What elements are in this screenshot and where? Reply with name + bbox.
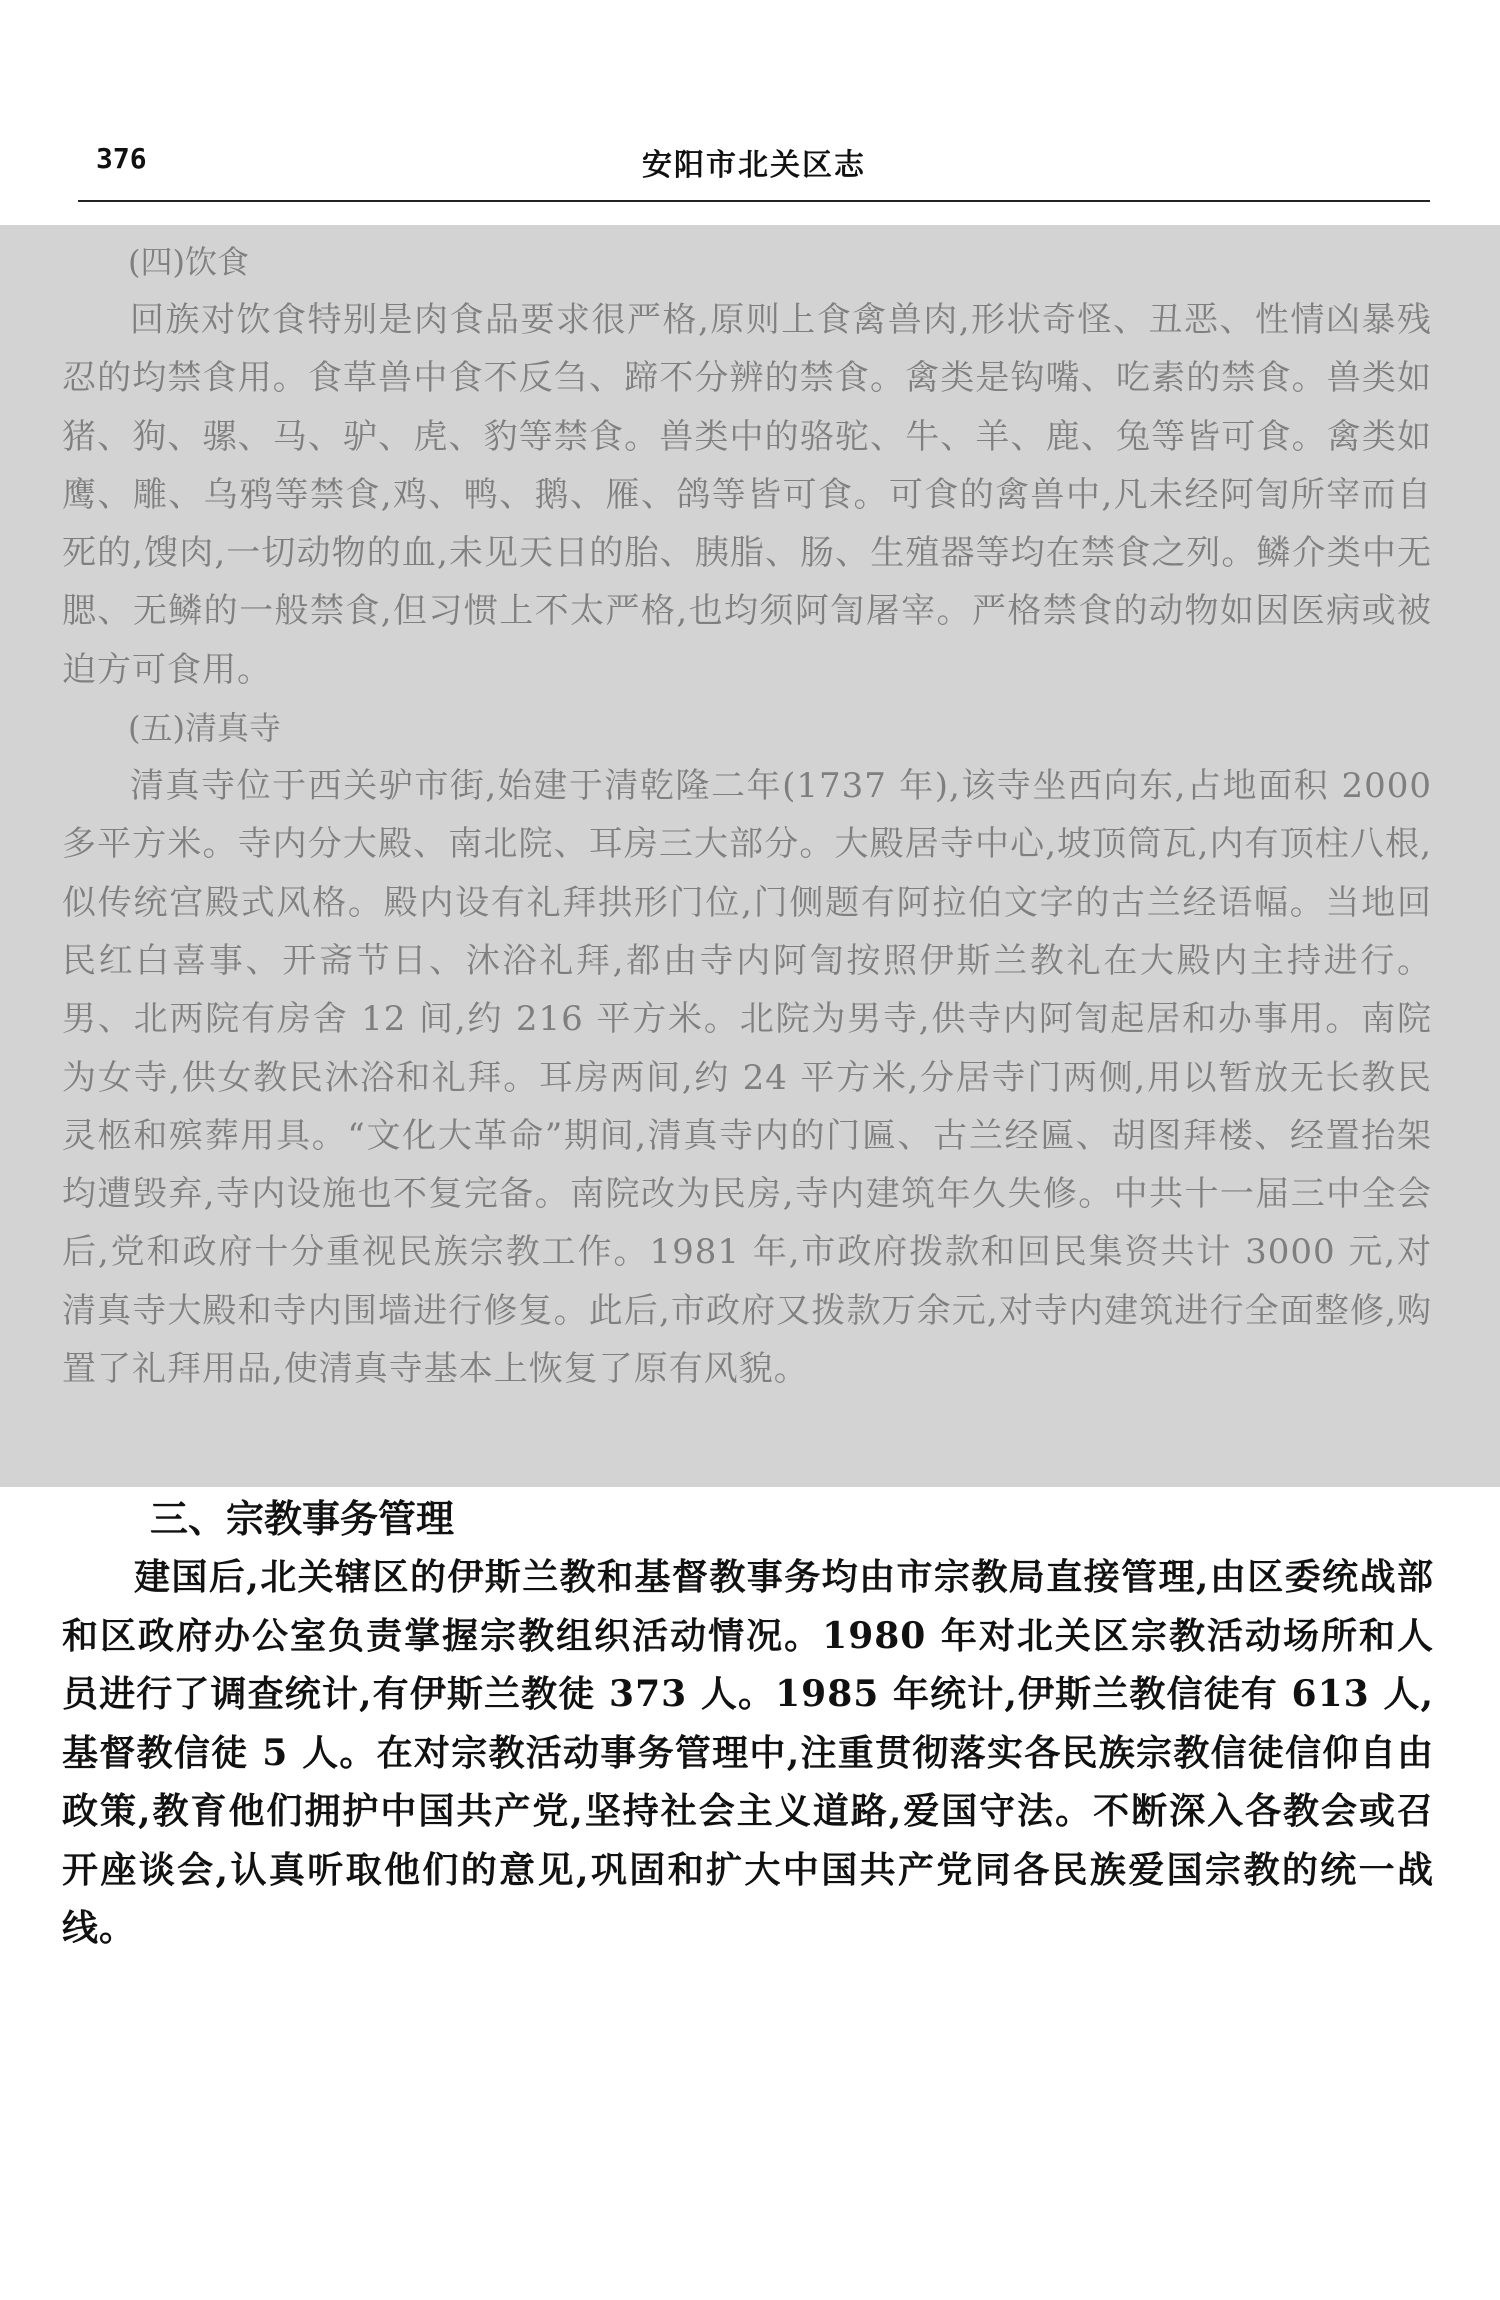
- page-header: [78, 130, 1430, 202]
- book-title: 安阳市北关区志: [642, 148, 866, 183]
- section-heading: 三、宗教事务管理: [150, 1496, 455, 1541]
- mosque-heading: (五)清真寺: [128, 709, 281, 748]
- page-number: 376: [96, 142, 147, 175]
- religious-affairs-section: [62, 1490, 1434, 1958]
- section-paragraph: 建国后,北关辖区的伊斯兰教和基督教事务均由市宗教局直接管理,由区委统战部和区政府办公室负责掌握宗教组织活动情况。1980 年对北关区宗教活动场所和人员进行了调查统计,有伊斯兰教徒 373 人。1985 年统计,伊斯兰教信徒有 613 人,基督教信徒 5 人。在对宗教活动事务管理中,注重贯彻落实各民族宗教信徒信仰自由政策,教育他们拥护中国共产党,坚持社会主义道路,爱国守法。不断深入各教会或召开座谈会,认真听取他们的意见,巩固和扩大中国共产党同各民族爱国宗教的统一战线。: [62, 1556, 1434, 1949]
- shaded-content: [62, 233, 1432, 1398]
- diet-paragraph: 回族对饮食特别是肉食品要求很严格,原则上食禽兽肉,形状奇怪、丑恶、性情凶暴残忍的均禁食用。食草兽中食不反刍、蹄不分辨的禁食。禽类是钩嘴、吃素的禁食。兽类如猪、狗、骡、马、驴、虎、豹等禁食。兽类中的骆驼、牛、羊、鹿、兔等皆可食。禽类如鹰、雕、乌鸦等禁食,鸡、鸭、鹅、雁、鸽等皆可食。可食的禽兽中,凡未经阿訇所宰而自死的,馊肉,一切动物的血,未见天日的胎、胰脂、肠、生殖器等均在禁食之列。鳞介类中无腮、无鳞的一般禁食,但习惯上不太严格,也均须阿訇屠宰。严格禁食的动物如因医病或被迫方可食用。: [62, 300, 1432, 690]
- shaded-region: [0, 225, 1500, 1487]
- mosque-paragraph: 清真寺位于西关驴市街,始建于清乾隆二年(1737 年),该寺坐西向东,占地面积 2000 多平方米。寺内分大殿、南北院、耳房三大部分。大殿居寺中心,坡顶筒瓦,内有顶柱八根,似传统宫殿式风格。殿内设有礼拜拱形门位,门侧题有阿拉伯文字的古兰经语幅。当地回民红白喜事、开斋节日、沐浴礼拜,都由寺内阿訇按照伊斯兰教礼在大殿内主持进行。男、北两院有房舍 12 间,约 216 平方米。北院为男寺,供寺内阿訇起居和办事用。南院为女寺,供女教民沐浴和礼拜。耳房两间,约 24 平方米,分居寺门两侧,用以暂放无长教民灵柩和殡葬用具。“文化大革命”期间,清真寺内的门匾、古兰经匾、胡图拜楼、经置抬架均遭毁弃,寺内设施也不复完备。南院改为民房,寺内建筑年久失修。中共十一届三中全会后,党和政府十分重视民族宗教工作。1981 年,市政府拨款和回民集资共计 3000 元,对清真寺大殿和寺内围墙进行修复。此后,市政府又拨款万余元,对寺内建筑进行全面整修,购置了礼拜用品,使清真寺基本上恢复了原有风貌。: [62, 766, 1432, 1390]
- diet-heading: (四)饮食: [128, 243, 249, 281]
